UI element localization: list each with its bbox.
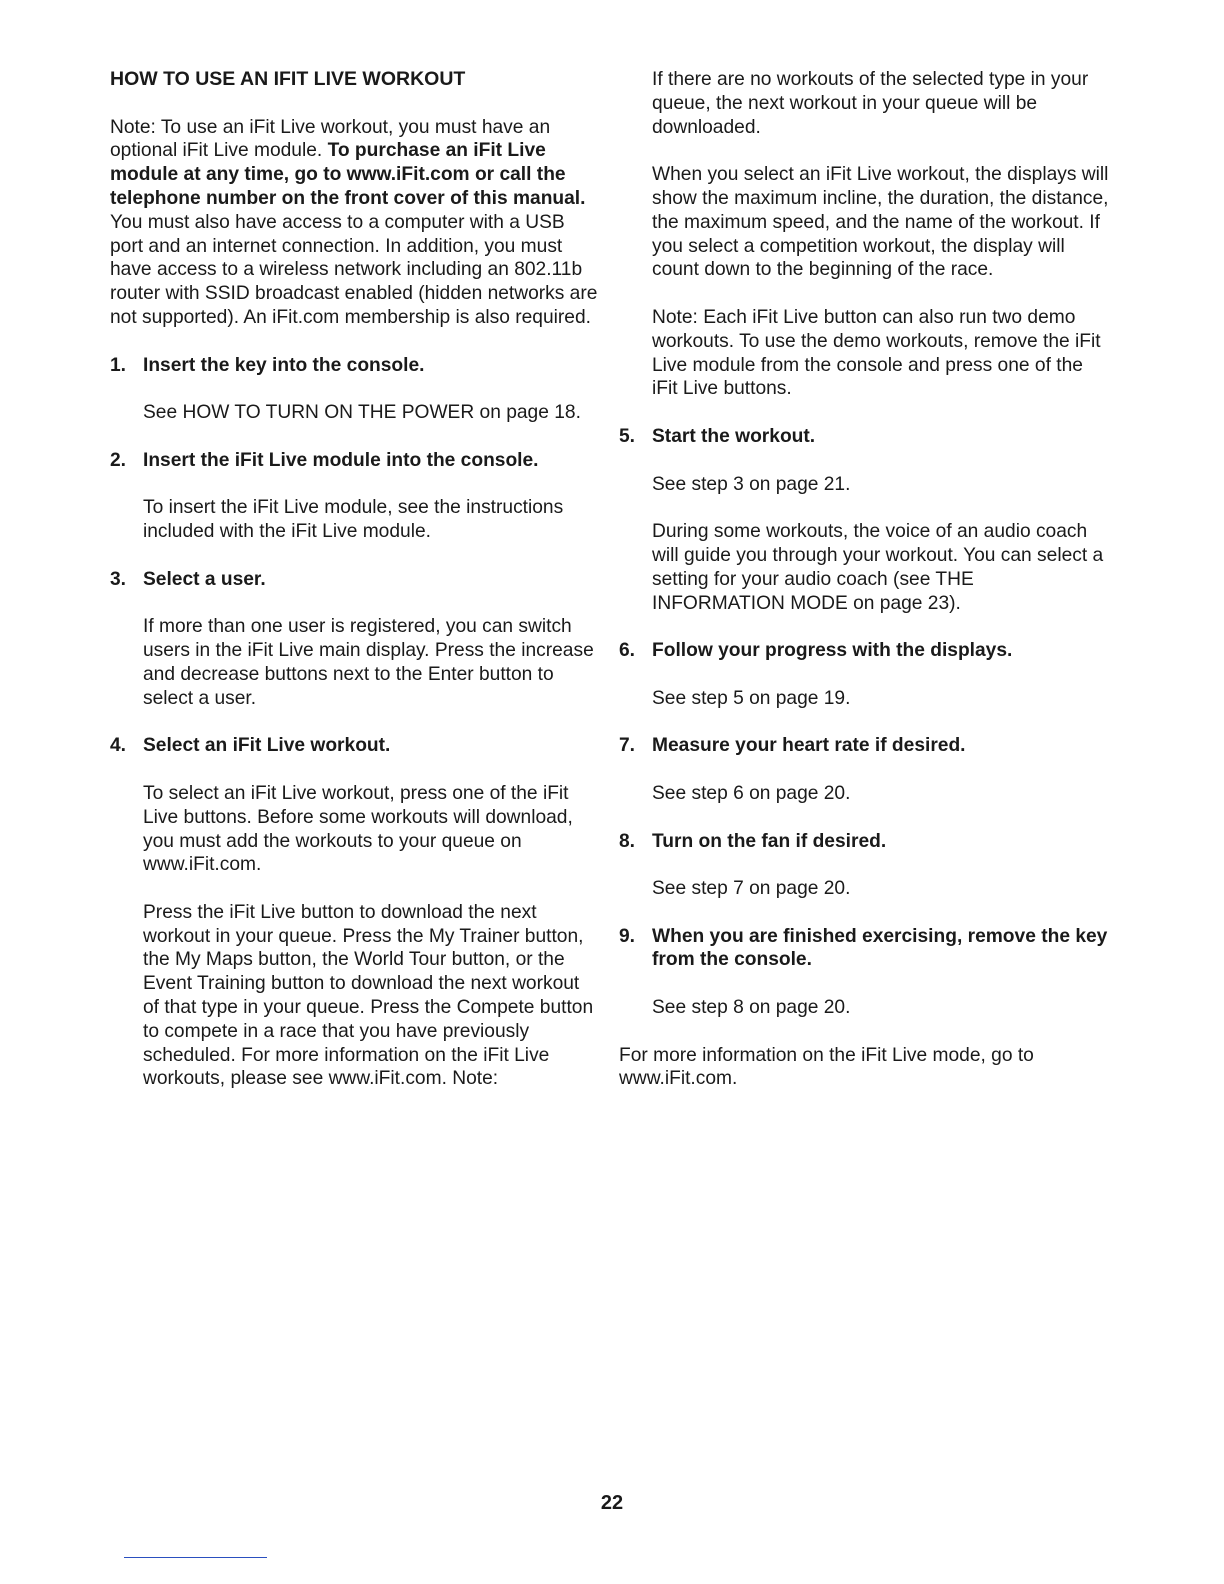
intro-note <box>110 116 598 330</box>
step-number: 7. <box>619 735 636 757</box>
step-number: 2. <box>110 449 127 471</box>
continued-text: When you select an iFit Live workout, the displays will show the maximum incline, the duration, the distance, the maximum speed, and the name of the workout. If you select a competition workout, the display will count down to the beginning of the race. <box>652 164 1109 281</box>
step-body: See step 8 on page 20. <box>652 997 851 1019</box>
step-title-text: Turn on the fan if desired. <box>652 830 887 852</box>
step-title-text: When you are finished exercising, remove the key from the console. <box>652 925 1108 971</box>
step-title <box>619 734 1109 758</box>
intro-note-start: Note: To use an iFit Live workout, you must have an optional iFit Live module. <box>110 116 551 162</box>
step-number: 5. <box>619 425 636 447</box>
right-column <box>619 68 1109 1115</box>
step-body: See step 7 on page 20. <box>652 878 851 900</box>
step-number: 3. <box>110 568 127 590</box>
step-title-text: Insert the key into the console. <box>143 354 425 376</box>
left-column <box>110 68 598 1115</box>
step-body: See step 6 on page 20. <box>652 782 851 804</box>
page-number: 22 <box>600 1492 624 1514</box>
step-body: To select an iFit Live workout, press one of the iFit Live buttons. Before some workouts will download, you must add the workouts to your queue on www.iFit.com. <box>143 782 573 876</box>
step-body: If more than one user is registered, you can switch users in the iFit Live main display. Press the increase and decrease buttons next to the Enter button to select a user. <box>143 616 594 709</box>
step-title-text: Start the workout. <box>652 425 816 447</box>
continued-text: If there are no workouts of the selected type in your queue, the next workout in your queue will be downloaded. <box>652 69 1089 138</box>
footer-rule <box>124 1557 267 1558</box>
step-body: See HOW TO TURN ON THE POWER on page 18. <box>143 402 581 424</box>
intro-note-bold: To purchase an iFit Live module at any time, go to www.iFit.com or call the telephone number on the front cover of this manual. <box>110 140 586 209</box>
step-title <box>619 830 1109 854</box>
step-title <box>110 354 598 378</box>
closing-text: For more information on the iFit Live mode, go to www.iFit.com. <box>619 1044 1034 1090</box>
step-body: During some workouts, the voice of an audio coach will guide you through your workout. You can select a setting for your audio coach (see THE INFORMATION MODE on page 23). <box>652 521 1104 614</box>
step-title <box>619 639 1109 663</box>
step-body: Press the iFit Live button to download the next workout in your queue. Press the My Trainer button, the My Maps button, the World Tour button, or the Event Training button to download the next workout of that type in your queue. Press the Compete button to compete in a race that you have previously scheduled. For more information on the iFit Live workouts, please see www.iFit.com. Note: <box>143 901 594 1090</box>
step-body: See step 3 on page 21. <box>652 473 851 495</box>
step-number: 4. <box>110 735 127 757</box>
step-number: 6. <box>619 640 636 662</box>
step-number: 8. <box>619 830 636 852</box>
step-title <box>110 568 598 592</box>
step-body: See step 5 on page 19. <box>652 687 851 709</box>
step-title <box>110 449 598 473</box>
step-title-text: Measure your heart rate if desired. <box>652 735 966 757</box>
step-title-text: Insert the iFit Live module into the console. <box>143 449 539 471</box>
step-title <box>619 925 1109 973</box>
step-number: 1. <box>110 354 127 376</box>
intro-note-end: You must also have access to a computer with a USB port and an internet connection. In addition, you must have access to a wireless network including an 802.11b router with SSID broadcast enabled (hidden networks are not supported). An iFit.com membership is also required. <box>110 211 598 328</box>
step-title <box>619 425 1109 449</box>
step-title-text: Select a user. <box>143 568 266 590</box>
step-number: 9. <box>619 925 636 947</box>
step-title-text: Follow your progress with the displays. <box>652 640 1013 662</box>
step-body: To insert the iFit Live module, see the instructions included with the iFit Live module. <box>143 497 564 543</box>
step-title <box>110 734 598 758</box>
step-title-text: Select an iFit Live workout. <box>143 735 391 757</box>
section-heading: HOW TO USE AN IFIT LIVE WORKOUT <box>110 68 466 90</box>
continued-text: Note: Each iFit Live button can also run two demo workouts. To use the demo workouts, remove the iFit Live module from the console and press one of the iFit Live buttons. <box>652 306 1101 400</box>
